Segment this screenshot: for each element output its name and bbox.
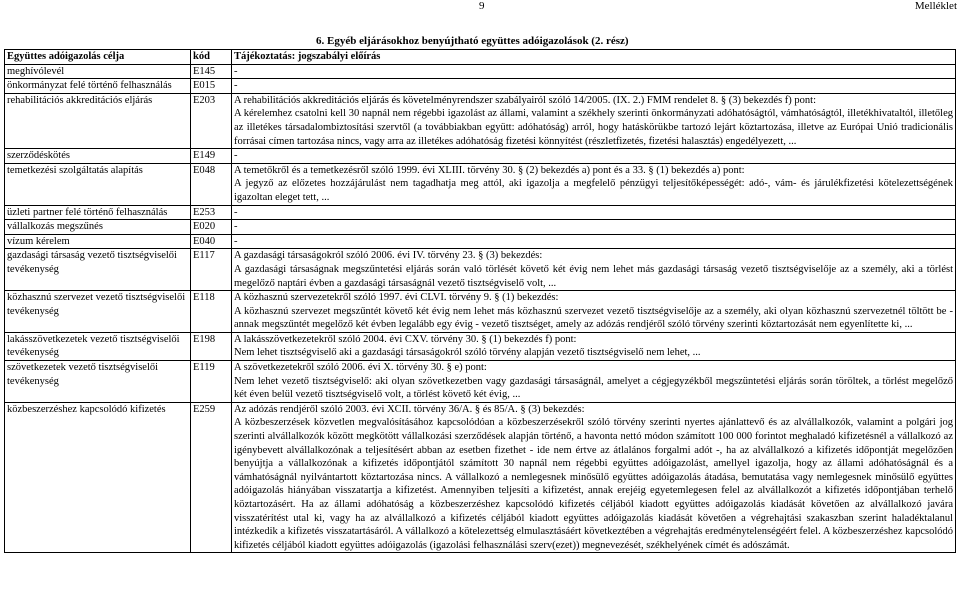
purpose-cell: vízum kérelem (5, 234, 191, 249)
code-cell: E198 (191, 332, 232, 360)
table-row (5, 79, 956, 94)
code-cell: E015 (191, 79, 232, 94)
legal-reference: - (234, 65, 238, 77)
legal-cell (232, 332, 956, 360)
table-row (5, 163, 956, 205)
adoigazolas-table (4, 49, 956, 553)
purpose-cell: rehabilitációs akkreditációs eljárás (5, 93, 191, 148)
purpose-cell: temetkezési szolgáltatás alapítás (5, 163, 191, 205)
legal-reference: A közhasznú szervezetekről szóló 1997. évi CLVI. törvény 9. § (1) bekezdés: (234, 292, 559, 304)
purpose-cell: lakásszövetkezetek vezető tisztségviselői tevékenység (5, 332, 191, 360)
legal-reference: - (234, 150, 238, 162)
table-row (5, 149, 956, 164)
legal-cell (232, 79, 956, 94)
code-cell: E040 (191, 234, 232, 249)
code-cell: E118 (191, 291, 232, 333)
legal-cell (232, 402, 956, 553)
legal-reference: A lakásszövetkezetekről szóló 2004. évi CXV. törvény 30. § (1) bekezdés f) pont: (234, 333, 577, 345)
column-header-purpose: Együttes adóigazolás célja (5, 50, 191, 65)
code-cell: E145 (191, 64, 232, 79)
table-row (5, 220, 956, 235)
legal-reference: A temetőkről és a temetkezésről szóló 1999. évi XLIII. törvény 30. § (2) bekezdés a) pont és a 33. § (1) bekezdés a) pont: (234, 164, 745, 176)
column-header-legal: Tájékoztatás: jogszabályi előírás (232, 50, 956, 65)
code-cell: E203 (191, 93, 232, 148)
purpose-cell: meghívólevél (5, 64, 191, 79)
legal-text: A közhasznú szervezet megszűntét követő két évig nem lehet más közhasznú szervezet vezető tisztségviselője az a személy, aki olyan közhasznú szervezetnél töltött be - annak megszűntét megelőző két évben legalább egy évig - vezető tisztséget, amely az adózás rendjéről szóló törvény szerinti köztartozását nem egyenlítette ki, ... (234, 305, 953, 331)
legal-reference: A szövetkezetekről szóló 2006. évi X. törvény 30. § e) pont: (234, 362, 487, 374)
table-header-row (5, 50, 956, 65)
legal-cell (232, 361, 956, 403)
purpose-cell: közbeszerzéshez kapcsolódó kifizetés (5, 402, 191, 553)
legal-cell (232, 249, 956, 291)
table-row (5, 291, 956, 333)
legal-cell (232, 64, 956, 79)
purpose-cell: üzleti partner felé történő felhasználás (5, 205, 191, 220)
code-cell: E117 (191, 249, 232, 291)
code-cell: E149 (191, 149, 232, 164)
table-row (5, 93, 956, 148)
legal-reference: - (234, 80, 238, 92)
legal-reference: - (234, 235, 238, 247)
legal-reference: A gazdasági társaságokról szóló 2006. évi IV. törvény 23. § (3) bekezdés: (234, 250, 543, 262)
code-cell: E048 (191, 163, 232, 205)
legal-reference: - (234, 221, 238, 233)
legal-cell (232, 149, 956, 164)
table-row (5, 332, 956, 360)
appendix-label: Melléklet (914, 0, 957, 12)
purpose-cell: közhasznú szervezet vezető tisztségviselői tevékenység (5, 291, 191, 333)
purpose-cell: önkormányzat felé történő felhasználás (5, 79, 191, 94)
table-row (5, 234, 956, 249)
legal-reference: Az adózás rendjéről szóló 2003. évi XCII. törvény 36/A. § és 85/A. § (3) bekezdés: (234, 403, 585, 415)
table-row (5, 249, 956, 291)
legal-text: Nem lehet vezető tisztségviselő: aki olyan szövetkezetben vagy gazdasági társaságnál, amelyet a cégjegyzékből megszüntetési eljárás során töröltek, a törlést megelőző két éven belül vezető tisztségviselő volt, a törlést követő két évig, ... (234, 375, 953, 401)
column-header-code: kód (191, 50, 232, 65)
legal-cell (232, 234, 956, 249)
legal-reference: A rehabilitációs akkreditációs eljárás és követelményrendszer szabályairól szóló 14/2005. (IX. 2.) FMM rendelet 8. § (3) bekezdés f) pont: (234, 94, 816, 106)
legal-text: A közbeszerzések közvetlen megvalósításához kapcsolódóan a közbeszerzésekről szóló törvény szerinti nyertes ajánlattevő és az alvállalkozók, valamint a polgári jog szerinti alvállalkozók között megkötött vállalkozási szerződések alapján történő, a havonta nettó módon számított 100 000 forintot meghaladó kifizetésnél a vállalkozó az igénybevett alvállalkozónak a teljesítésért abban az esetben fizethet - ide nem értve az átlalános forgalmi adót -, ha az alvállalkozó a kifizetés időpontját megelőzően benyújtja a vállalkozónak a kifizetés időpontjától számított 30 napnál nem régebbi együttes adóigazolást, amellyel igazolja, hogy az állami adóhatóságnál és a vámhatóságnál nyilvántartott köztartozása nincs. A vállalkozó a nemlegesnek minősülő együttes adóigazolás átadása, bemutatása vagy nemlegesnek minősülő együttes adóigazolás hiányában visszatartja a kifizetést. Amennyiben teljesíti a kifizetést, annak erejéig egyetemlegesen felel az alvállalkozót a kifizetés időpontjában terhelő köztartozásért. Ha az állami adóhatóság a közbeszerzéshez kapcsolódó kifizetés céljából kiadott együttes adóigazolás kiadását követően az alvállalkozó javára visszatérítést utal ki, vagy ha az alvállalkozó a kifizetés céljából kiadott együttes adóigazolás kiadását követően a végrehajtási szakaszban szerint haladéktalanul intézkedik a kifizetés visszatartásáról. A vállalkozó a kötelezettség elmulasztásáért következtében a végrehajtás eredménytelenségéért felel. A közbeszerzéshez kapcsolódó kifizetés céljából kiadott együttes adóigazolás (igazolási felhasználási szerv(ezet)) megnevezését, székhelyének címét és adószámát. (234, 417, 953, 551)
code-cell: E119 (191, 361, 232, 403)
legal-text: A kérelemhez csatolni kell 30 napnál nem régebbi igazolást az állami, valamint a székhely szerinti önkormányzati adóhatóságtól, vámhatóságtól, illetékhivataltól, illetőleg az illetékes társadalombiztosítási szervtől (a továbbiakban együtt: adóhatóság) arról, hogy hatáskörükbe tartozó lejárt köztartozása, illetve az Európai Unió tradicionális forrásai címen tartozása nincs, vagy arra az illetékes adóhatóság fizetési könnyítést (részletfizetés, fizetési halasztás) engedélyezett, ... (234, 108, 953, 147)
page-number: 9 (479, 0, 485, 12)
table-row (5, 64, 956, 79)
legal-cell (232, 205, 956, 220)
purpose-cell: gazdasági társaság vezető tisztségviselői tevékenység (5, 249, 191, 291)
legal-cell (232, 163, 956, 205)
legal-text: A jegyző az előzetes hozzájárulást nem tagadhatja meg attól, aki igazolja a megfelelő pénzügyi teljesítőképességét: adó-, vám- és járulékfizetési kötelezettségének igazoltan eleget tett, ... (234, 178, 953, 203)
legal-reference: - (234, 206, 238, 218)
purpose-cell: vállalkozás megszűnés (5, 220, 191, 235)
code-cell: E259 (191, 402, 232, 553)
legal-cell (232, 291, 956, 333)
table-row (5, 402, 956, 553)
code-cell: E253 (191, 205, 232, 220)
legal-cell (232, 220, 956, 235)
section-title: 6. Egyéb eljárásokhoz benyújtható együttes adóigazolások (2. rész) (316, 35, 629, 47)
table-row (5, 205, 956, 220)
table-row (5, 361, 956, 403)
legal-text: A gazdasági társaságnak megszűntetési eljárás során való törlését követő két évig nem lehet más gazdasági társaság vezető tisztségviselője az a személy, aki a törlést megelőző naptári évben a gazdasági társaságnál vezető tisztségviselő volt, ... (234, 263, 953, 289)
legal-text: Nem lehet tisztségviselő aki a gazdasági társaságokról szóló törvény alapján vezető tisztségviselő nem lehet, ... (234, 347, 701, 359)
purpose-cell: szerződéskötés (5, 149, 191, 164)
purpose-cell: szövetkezetek vezető tisztségviselői tevékenység (5, 361, 191, 403)
code-cell: E020 (191, 220, 232, 235)
legal-cell (232, 93, 956, 148)
